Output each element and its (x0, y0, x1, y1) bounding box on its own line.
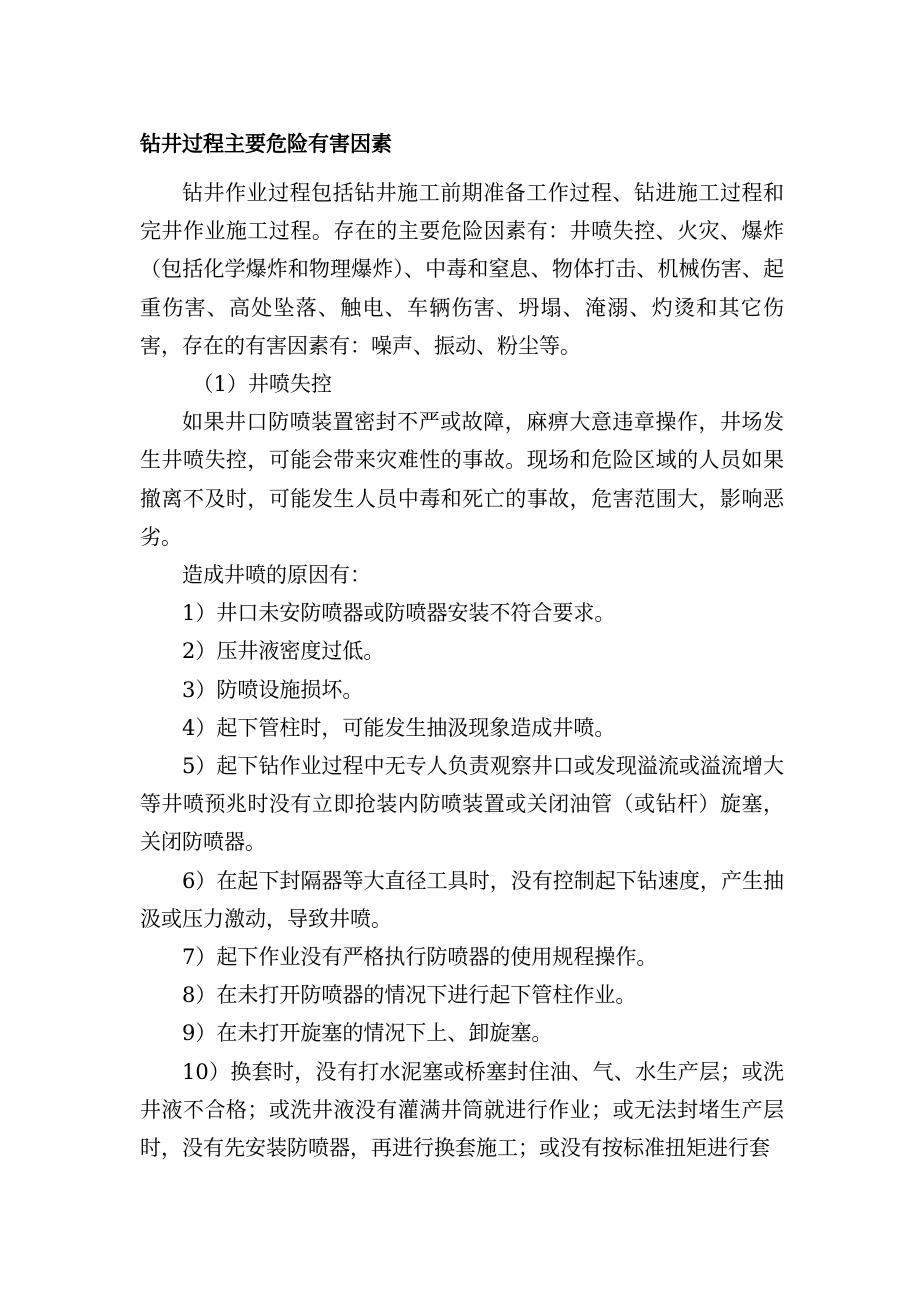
cause-item-8: 8）在未打开防喷器的情况下进行起下管柱作业。 (182, 983, 637, 1008)
cause-item-4: 4）起下管柱时，可能发生抽汲现象造成井喷。 (182, 715, 616, 740)
cause-item-6: 6）在起下封隔器等大直径工具时，没有控制起下钻速度，产生抽汲或压力激动，导致井喷。 (140, 868, 784, 931)
cause-item-3: 3）防喷设施损坏。 (182, 677, 364, 702)
section-heading-blowout: （1）井喷失控 (192, 372, 332, 397)
cause-item-5: 5）起下钻作业过程中无专人负责观察井口或发现溢流或溢流增大等井喷预兆时没有立即抢装内防喷装置或关闭油管（或钻杆）旋塞，关闭防喷器。 (140, 754, 784, 855)
cause-item-7: 7）起下作业没有严格执行防喷器的使用规程操作。 (182, 945, 658, 970)
cause-item-2: 2）压井液密度过低。 (182, 639, 385, 664)
causes-heading: 造成井喷的原因有： (182, 563, 371, 588)
cause-item-10: 10）换套时，没有打水泥塞或桥塞封住油、气、水生产层；或洗井液不合格；或洗井液没有灌满井筒就进行作业；或无法封堵生产层时，没有先安装防喷器，再进行换套施工；或没有按标准扭矩进行套 (140, 1059, 784, 1161)
cause-item-9: 9）在未打开旋塞的情况下上、卸旋塞。 (182, 1021, 553, 1046)
intro-paragraph: 钻井作业过程包括钻井施工前期准备工作过程、钻进施工过程和完井作业施工过程。存在的主要危险因素有：井喷失控、火灾、爆炸（包括化学爆炸和物理爆炸）、中毒和窒息、物体打击、机械伤害、起重伤害、高处坠落、触电、车辆伤害、坍塌、淹溺、灼烫和其它伤害，存在的有害因素有：噪声、振动、粉尘等。 (140, 181, 784, 358)
document-body (140, 174, 784, 1167)
document-title: 钻井过程主要危险有害因素 (140, 132, 392, 156)
blowout-description-paragraph: 如果井口防喷装置密封不严或故障，麻痹大意违章操作，井场发生井喷失控，可能会带来灾难性的事故。现场和危险区域的人员如果撤离不及时，可能发生人员中毒和死亡的事故，危害范围大，影响恶劣。 (140, 410, 784, 549)
cause-item-1: 1）井口未安防喷器或防喷器安装不符合要求。 (182, 601, 616, 626)
